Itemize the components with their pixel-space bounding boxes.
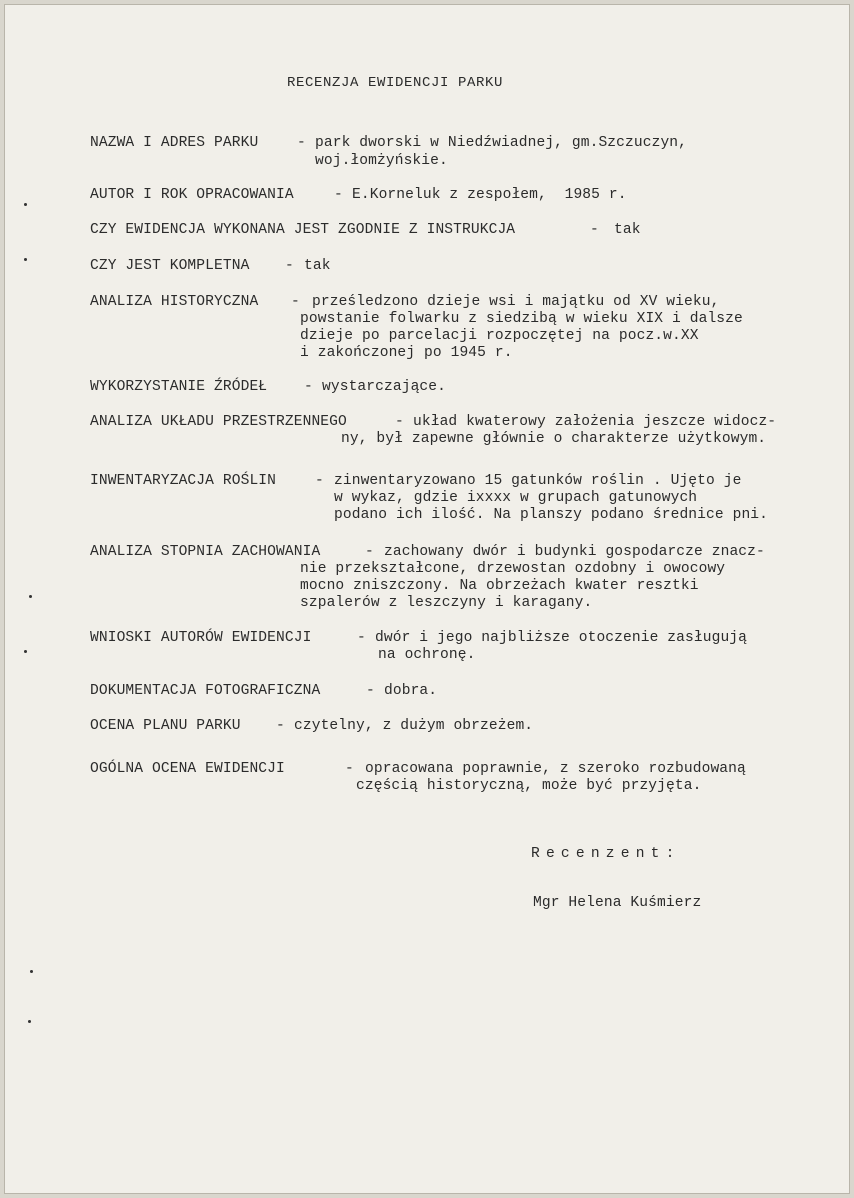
value-preservation-analysis-3: mocno zniszczony. Na obrzeżach kwater resztki	[300, 578, 699, 594]
label-instruction-compliance: CZY EWIDENCJA WYKONANA JEST ZGODNIE Z INSTRUKCJA	[90, 222, 516, 238]
value-instruction-compliance: tak	[614, 222, 641, 238]
value-historical-analysis-2: powstanie folwarku z siedzibą w wieku XIX i dalsze	[300, 311, 743, 327]
margin-speck	[30, 970, 33, 973]
value-historical-analysis-3: dzieje po parcelacji rozpoczętej na pocz.w.XX	[300, 328, 699, 344]
value-historical-analysis-1: prześledzono dzieje wsi i majątku od XV wieku,	[312, 294, 720, 310]
value-historical-analysis-4: i zakończonej po 1945 r.	[300, 345, 513, 361]
margin-speck	[29, 595, 32, 598]
margin-speck	[24, 203, 27, 206]
label-preservation-analysis: ANALIZA STOPNIA ZACHOWANIA	[90, 544, 321, 560]
label-author-year: AUTOR I ROK OPRACOWANIA	[90, 187, 294, 203]
document: RECENZJA EWIDENCJI PARKU NAZWA I ADRES PARKU - park dworski w Niedźwiadnej, gm.Szczuczyn, woj.łomżyńskie. AUTOR I ROK OPRACOWANIA - E.Korneluk z zespołem, 1985 r. CZY EWIDENCJA WYKONANA JEST ZGODNIE Z INSTRUKCJA - tak CZY JEST KOMPLETNA - tak ANALIZA HISTORYCZNA - prześledzono dzieje wsi i majątku od XV wieku, powstanie folwarku z siedzibą w wieku XIX i dalsze dzieje po parcelacji rozpoczętej na pocz.w.XX i zakończonej po 1945 r. WYKORZYSTANIE ŹRÓDEŁ - wystarczające. ANALIZA UKŁADU PRZESTRZENNEGO - układ kwaterowy założenia jeszcze widocz- ny, był zapewne głównie o charakterze użytkowym. INWENTARYZACJA ROŚLIN - zinwentaryzowano 15 gatunków roślin . Ujęto je w wykaz, gdzie ixxxx w grupach gatunowych podano ich ilość. Na planszy podano średnice pni. ANALIZA STOPNIA ZACHOWANIA - zachowany dwór i budynki gospodarcze znacz- nie przekształcone, drzewostan ozdobny i owocowy mocno zniszczony. Na obrzeżach kwater resztki szpalerów z leszczyny i karagany. WNIOSKI AUTORÓW EWIDENCJI - dwór i jego najbliższe otoczenie zasługują na ochronę. DOKUMENTACJA FOTOGRAFICZNA - dobra. OCENA PLANU PARKU - czytelny, z dużym obrzeżem. OGÓLNA OCENA EWIDENCJI - opracowana poprawnie, z szeroko rozbudowaną częścią historyczną, może być przyjęta. Recenzent: Mgr Helena Kuśmierz	[90, 75, 777, 911]
value-park-name-1: park dworski w Niedźwiadnej, gm.Szczuczyn,	[315, 135, 688, 151]
label-park-name: NAZWA I ADRES PARKU	[90, 135, 259, 151]
value-general-assessment-2: częścią historyczną, może być przyjęta.	[356, 778, 702, 794]
value-author-year: E.Korneluk z zespołem, 1985 r.	[352, 187, 627, 203]
value-plan-assessment: czytelny, z dużym obrzeżem.	[294, 718, 534, 734]
value-spatial-analysis-1: układ kwaterowy założenia jeszcze widocz-	[413, 414, 777, 430]
label-historical-analysis: ANALIZA HISTORYCZNA	[90, 294, 259, 310]
value-photo-documentation: dobra.	[384, 683, 438, 699]
value-preservation-analysis-4: szpalerów z leszczyny i karagany.	[300, 595, 593, 611]
value-complete: tak	[304, 258, 331, 274]
value-preservation-analysis-2: nie przekształcone, drzewostan ozdobny i owocowy	[300, 561, 726, 577]
label-plan-assessment: OCENA PLANU PARKU	[90, 718, 241, 734]
value-preservation-analysis-1: zachowany dwór i budynki gospodarcze znacz-	[384, 544, 765, 560]
reviewer-name: Mgr Helena Kuśmierz	[533, 895, 702, 911]
label-complete: CZY JEST KOMPLETNA	[90, 258, 250, 274]
value-plant-inventory-1: zinwentaryzowano 15 gatunków roślin . Ujęto je	[334, 473, 742, 489]
label-spatial-analysis: ANALIZA UKŁADU PRZESTRZENNEGO	[90, 414, 347, 430]
margin-speck	[24, 650, 27, 653]
value-sources: wystarczające.	[322, 379, 447, 395]
label-photo-documentation: DOKUMENTACJA FOTOGRAFICZNA	[90, 683, 321, 699]
reviewer-heading: Recenzent:	[531, 846, 681, 862]
label-plant-inventory: INWENTARYZACJA ROŚLIN	[90, 473, 277, 489]
value-plant-inventory-2: w wykaz, gdzie ixxxx w grupach gatunowych	[334, 490, 698, 506]
value-spatial-analysis-2: ny, był zapewne głównie o charakterze użytkowym.	[341, 431, 767, 447]
value-park-name-2: woj.łomżyńskie.	[315, 153, 448, 169]
value-authors-conclusions-2: na ochronę.	[378, 647, 476, 663]
label-authors-conclusions: WNIOSKI AUTORÓW EWIDENCJI	[90, 630, 312, 646]
margin-speck	[24, 258, 27, 261]
value-authors-conclusions-1: dwór i jego najbliższe otoczenie zasługują	[375, 630, 748, 646]
margin-speck	[28, 1020, 31, 1023]
document-title: RECENZJA EWIDENCJI PARKU	[287, 75, 504, 91]
value-general-assessment-1: opracowana poprawnie, z szeroko rozbudowaną	[365, 761, 746, 777]
value-plant-inventory-3: podano ich ilość. Na planszy podano średnice pni.	[334, 507, 769, 523]
label-sources: WYKORZYSTANIE ŹRÓDEŁ	[90, 379, 268, 395]
label-general-assessment: OGÓLNA OCENA EWIDENCJI	[90, 761, 285, 777]
